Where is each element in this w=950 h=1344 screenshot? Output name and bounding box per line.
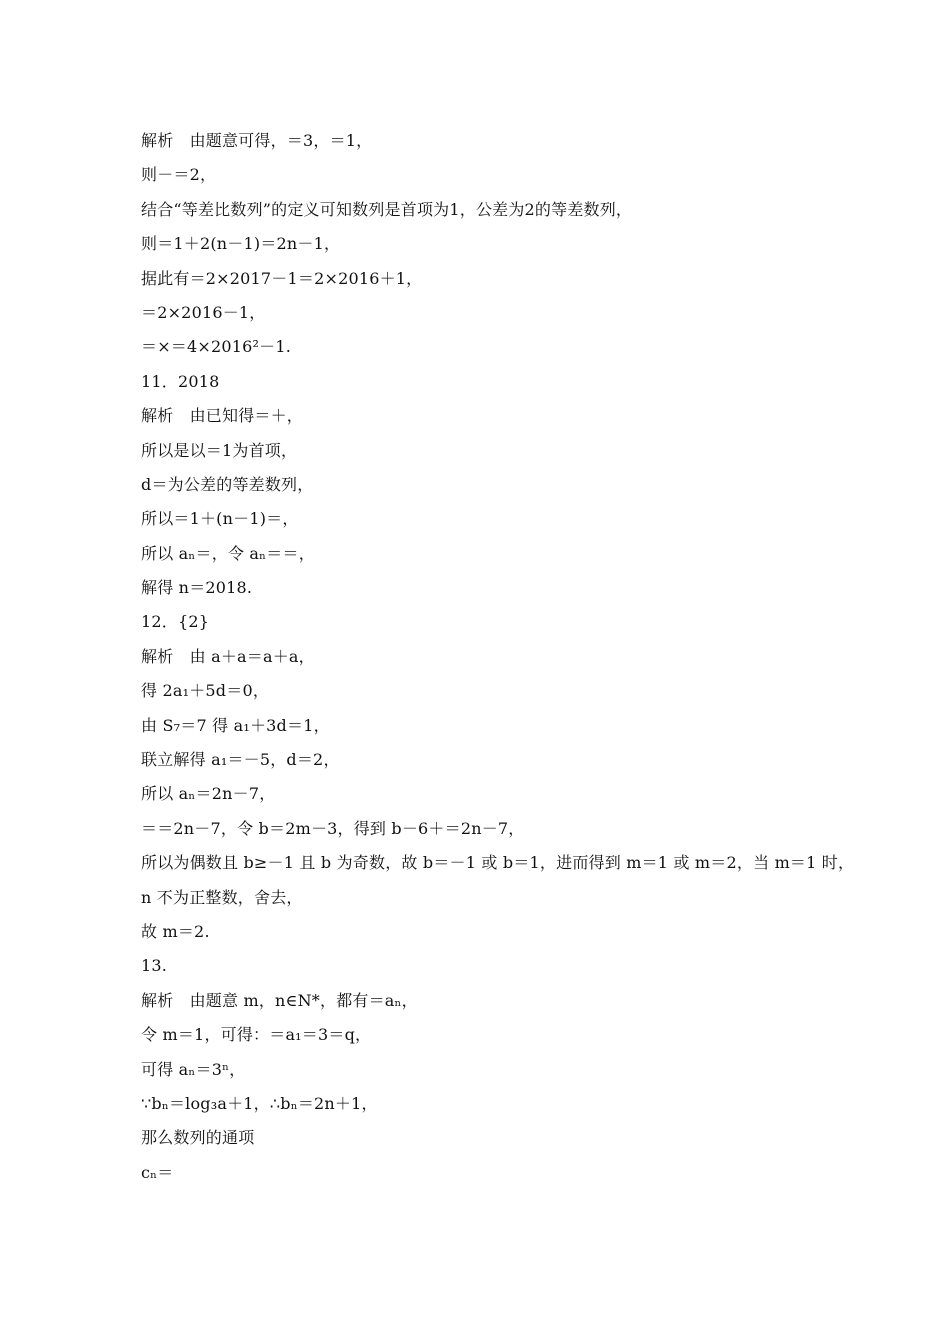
text-line: 所以 aₙ＝2n－7，: [141, 784, 276, 804]
text-line: 联立解得 a₁＝－5，d＝2，: [141, 750, 340, 770]
text-line: n 不为正整数，舍去，: [141, 887, 303, 907]
text-line: ∵bₙ＝log₃a＋1，∴bₙ＝2n＋1，: [141, 1093, 378, 1113]
text-line: 所以是以＝1为首项，: [141, 440, 298, 460]
text-line: 解析 由 a＋a＝a＋a，: [141, 646, 315, 666]
text-line: 故 m＝2.: [141, 921, 210, 941]
text-line: 可得 aₙ＝3ⁿ，: [141, 1059, 246, 1079]
solution-text: [141, 124, 855, 1190]
text-line: ＝2×2016－1，: [141, 302, 266, 322]
text-line: 得 2a₁＋5d＝0，: [141, 681, 270, 701]
text-line: 解析 由已知得＝＋，: [141, 406, 304, 426]
text-line: 解得 n＝2018.: [141, 578, 253, 598]
text-line: 所以＝1＋(n－1)＝，: [141, 509, 299, 529]
text-line: 则＝1＋2(n－1)＝2n－1，: [141, 234, 341, 254]
text-line: 解析 由题意可得，＝3，＝1，: [141, 131, 373, 150]
text-line: 则－＝2，: [141, 165, 217, 185]
text-line: 由 S₇＝7 得 a₁＋3d＝1，: [141, 715, 330, 735]
problem-number: 11．2018: [141, 371, 220, 391]
problem-number: 13.: [141, 956, 168, 976]
problem-number: 12．{2}: [141, 612, 210, 632]
text-line: d＝为公差的等差数列，: [141, 474, 314, 494]
text-line: 据此有＝2×2017－1＝2×2016＋1，: [141, 268, 423, 288]
text-line: ＝＝2n－7，令 b＝2m－3，得到 b－6＋＝2n－7，: [141, 818, 525, 838]
text-line: 结合“等差比数列”的定义可知数列是首项为1，公差为2的等差数列，: [141, 199, 633, 219]
text-line: 所以 aₙ＝，令 aₙ＝＝，: [141, 543, 315, 563]
text-line: cₙ＝: [141, 1162, 174, 1182]
text-line: ＝×＝4×2016²－1.: [141, 337, 291, 357]
text-line: 那么数列的通项: [141, 1128, 255, 1148]
text-line: 所以为偶数且 b≥－1 且 b 为奇数，故 b＝－1 或 b＝1，进而得到 m＝1 或 m＝2，当 m＝1 时，: [141, 853, 855, 873]
text-line: 令 m＝1，可得：＝a₁＝3＝q，: [141, 1025, 372, 1045]
text-line: 解析 由题意 m，n∈N*，都有＝aₙ，: [141, 990, 418, 1010]
